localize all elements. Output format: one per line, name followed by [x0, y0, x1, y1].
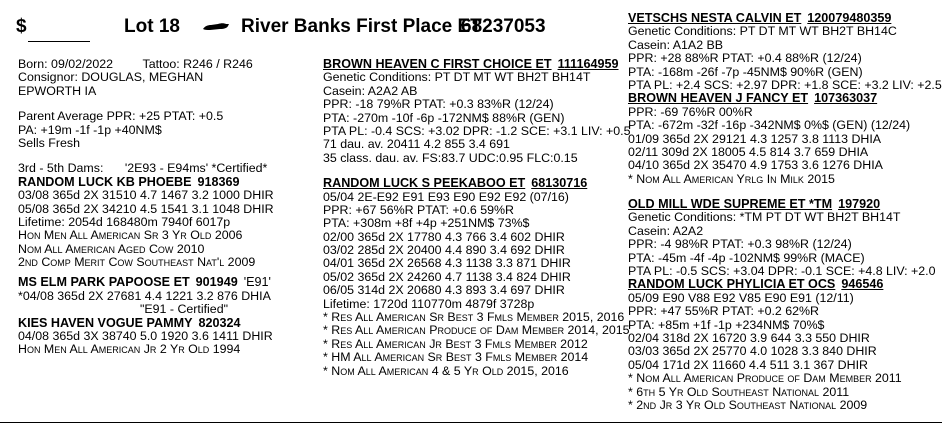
info-line: PTA PL: +2.4 SCS: +2.97 DPR: +1.8 SCE: +3.2 LIV: +2.5 [628, 77, 942, 92]
award-line: * Res All American Jr Best 3 Fmls Member 2012 [323, 336, 588, 351]
info-line: Casein: A2A2 [628, 223, 704, 238]
animal-info-column [18, 58, 303, 357]
info-line: PTA PL: -0.5 SCS: +3.04 DPR: -0.1 SCE: +4.8 LIV: +2.0 [628, 264, 936, 279]
award-line: * Res All American Produce of Dam Member 2014, 2015 [323, 323, 630, 338]
award-line: * HM All American Sr Best 3 Fmls Member 2014 [323, 350, 589, 365]
record-line: 06/05 314d 2X 20680 4.3 893 3.4 697 DHIR [323, 283, 565, 298]
info-line: PTA: -672m -32f -16p -342NM$ 0%$ (GEN) (12/24) [628, 118, 911, 133]
animal-name: River Banks First Place ET [241, 16, 482, 37]
record-line: *04/08 365d 2X 27681 4.4 1221 3.2 876 DHIA [18, 288, 271, 303]
consignor: Consignor: DOUGLAS, MEGHAN [18, 70, 204, 85]
tattoo: Tattoo: R246 / R246 [142, 57, 253, 71]
info-line: PPR: +28 88%R PTAT: +0.4 88%R (12/24) [628, 51, 862, 66]
info-line: PTA: +308m +8f +4p +251NM$ 73%$ [323, 216, 530, 231]
dam-sire-name: OLD MILL WDE SUPREME ET *TM 197920 [628, 197, 881, 212]
pa-values: PA: +19m -1f -1p +40NM$ [18, 122, 162, 137]
classification-line: "E91 - Certified" [140, 302, 228, 317]
award-line: 2nd Comp Merit Cow Southeast Nat'l 2009 [18, 255, 256, 270]
record-line: 02/11 309d 2X 18005 4.5 814 3.7 659 DHIA [628, 144, 869, 159]
record-line: 03/02 285d 2X 20400 4.4 890 3.4 692 DHIR [323, 243, 565, 258]
info-line: 05/04 2E-E92 E91 E93 E90 E92 E92 (07/16) [323, 189, 569, 204]
cow-silhouette-icon [202, 20, 230, 34]
pedigree-name: KIES HAVEN VOGUE PAMMY 820324 [18, 315, 241, 330]
info-line: PPR: +47 55%R PTAT: +0.2 62%R [628, 304, 819, 319]
sells-status: Sells Fresh [18, 135, 80, 150]
award-line: * Nom All American Yrlg In Milk 2015 [628, 171, 835, 186]
award-line: Hon Men All American Jr 2 Yr Old 1994 [18, 342, 241, 357]
info-line: PPR: -18 79%R PTAT: +0.3 83%R (12/24) [323, 97, 554, 112]
award-line: Hon Men All American Sr 3 Yr Old 2006 [18, 228, 243, 243]
info-line: PTA PL: -0.4 SCS: +3.02 DPR: -1.2 SCE: +3.1 LIV: +0.5 [323, 123, 631, 138]
record-line: 05/04 171d 2X 11660 4.4 511 3.1 367 DHIR [628, 357, 868, 372]
born-date: Born: 09/02/2022 [18, 57, 114, 71]
info-line: Genetic Conditions: *TM PT DT WT BH2T BH14T [628, 210, 901, 225]
lifetime-line: Lifetime: 2054d 168480m 7940f 6017p [18, 214, 231, 229]
registration-number: 68237053 [461, 16, 546, 37]
pedigree-name: RANDOM LUCK KB PHOEBE 918369 [18, 174, 240, 189]
grandparents-column [628, 11, 942, 412]
bottom-divider [0, 422, 942, 423]
record-line: 05/08 365d 2X 34210 4.5 1541 3.1 1048 DHIR [18, 201, 274, 216]
lot-number: Lot 18 [124, 16, 180, 37]
consignor-location: EPWORTH IA [18, 83, 97, 98]
lifetime-line: Lifetime: 1720d 110770m 4879f 3728p [323, 296, 535, 311]
sire-name: BROWN HEAVEN C FIRST CHOICE ET 111164959 [323, 57, 619, 71]
sire-dam-name: BROWN HEAVEN J FANCY ET 107363037 [628, 91, 878, 106]
award-line: * 6th 5 Yr Old Southeast National 2011 [628, 384, 850, 399]
record-line: 03/03 365d 2X 25770 4.0 1028 3.3 840 DHIR [628, 344, 877, 359]
parent-average: Parent Average PPR: +25 PTAT: +0.5 [18, 109, 224, 124]
dam-dam-name: RANDOM LUCK PHYLICIA ET OCS 946546 [628, 277, 884, 292]
info-line: PPR: -69 76%R 00%R [628, 104, 753, 119]
record-line: 01/09 365d 2X 29121 4.3 1257 3.8 1113 DHIA [628, 131, 882, 146]
info-line: 35 class. dau. av. FS:83.7 UDC:0.95 FLC:0.15 [323, 150, 578, 165]
info-line: PTA: +85m +1f -1p +234NM$ 70%$ [628, 317, 825, 332]
price-blank-line [28, 41, 90, 42]
pedigree-name: MS ELM PARK PAPOOSE ET 901949 'E91' [18, 275, 271, 290]
info-line: Genetic Conditions: PT DT MT WT BH2T BH14C [628, 24, 897, 39]
award-line: Nom All American Aged Cow 2010 [18, 241, 205, 256]
info-line: PTA: -168m -26f -7p -45NM$ 90%R (GEN) [628, 64, 863, 79]
dams-value: '2E93 - E94ms' *Certified* [124, 161, 268, 176]
sire-dam-column [323, 57, 631, 378]
record-line: 05/02 365d 2X 24260 4.7 1138 3.4 824 DHIR [323, 269, 571, 284]
info-line: 05/09 E90 V88 E92 V85 E90 E91 (12/11) [628, 290, 854, 305]
lot-header [16, 12, 616, 42]
info-line: Genetic Conditions: PT DT MT WT BH2T BH14T [323, 70, 591, 85]
dam-name: RANDOM LUCK S PEEKABOO ET 68130716 [323, 176, 588, 191]
info-line: PPR: +67 56%R PTAT: +0.6 59%R [323, 202, 514, 217]
record-line: 04/10 365d 2X 35470 4.9 1753 3.6 1276 DHIA [628, 158, 883, 173]
award-line: * Nom All American 4 & 5 Yr Old 2015, 2016 [323, 363, 569, 378]
award-line: * Nom All American Produce of Dam Member 2011 [628, 371, 902, 386]
info-line: PTA: -45m -4f -4p -102NM$ 99%R (MACE) [628, 250, 865, 265]
info-line: PPR: -4 98%R PTAT: +0.3 98%R (12/24) [628, 237, 852, 252]
record-line: 03/08 365d 2X 31510 4.7 1467 3.2 1000 DHIR [18, 188, 274, 203]
record-line: 02/04 318d 2X 16720 3.9 644 3.3 550 DHIR [628, 330, 870, 345]
info-line: PTA: -270m -10f -6p -172NM$ 88%R (GEN) [323, 110, 565, 125]
dams-line [18, 162, 303, 175]
born-tattoo-line [18, 58, 303, 71]
record-line: 02/00 365d 2X 17780 4.3 766 3.4 602 DHIR [323, 229, 565, 244]
record-line: 04/01 365d 2X 26568 4.3 1138 3.3 871 DHIR [323, 256, 571, 271]
dams-label: 3rd - 5th Dams: [18, 161, 104, 176]
info-line: Casein: A2A2 AB [323, 83, 418, 98]
award-line: * 2nd Jr 3 Yr Old Southeast National 2009 [628, 397, 868, 412]
price-currency: $ [16, 16, 27, 37]
info-line: 71 dau. av. 20411 4.2 855 3.4 691 [323, 137, 510, 152]
award-line: * Res All American Sr Best 3 Fmls Member 2015, 2016 [323, 310, 625, 325]
sire-sire-name: VETSCHS NESTA CALVIN ET 120079480359 [628, 11, 892, 25]
info-line: Casein: A1A2 BB [628, 37, 724, 52]
record-line: 04/08 365d 3X 38740 5.0 1920 3.6 1411 DHIR [18, 329, 273, 344]
